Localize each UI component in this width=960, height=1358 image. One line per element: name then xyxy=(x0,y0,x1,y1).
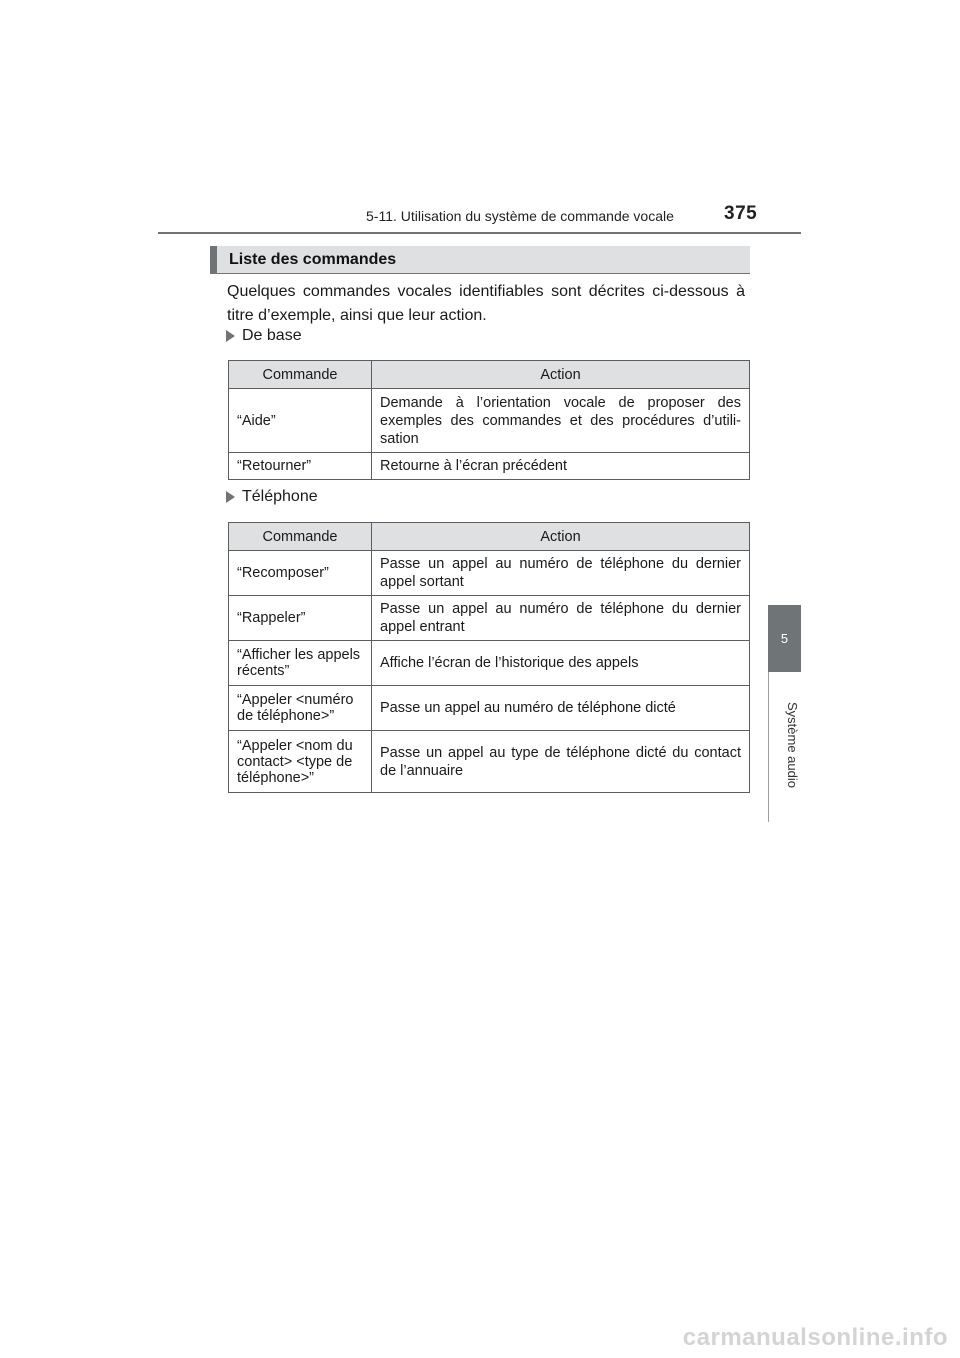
intro-paragraph: Quelques commandes vocales identifiables sont décrites ci-dessous à titre d’exemple, ainsi que leur action. xyxy=(227,283,745,324)
action-cell: Affiche l’écran de l’historique des appels xyxy=(372,641,750,686)
table-row xyxy=(229,731,750,793)
command-cell: “Aide” xyxy=(229,389,372,453)
triangle-bullet-icon xyxy=(226,330,235,342)
column-header-command: Commande xyxy=(229,361,372,389)
command-cell: “Appeler <nom du contact> <type de téléphone>” xyxy=(229,731,372,793)
subsection-phone xyxy=(226,488,318,506)
action-cell: Demande à l’orientation vocale de proposer des exemples des commandes et des procédures d’utili-sation xyxy=(372,389,750,453)
table-row xyxy=(229,596,750,641)
command-cell: “Recomposer” xyxy=(229,551,372,596)
command-cell: “Appeler <numéro de téléphone>” xyxy=(229,686,372,731)
table-row xyxy=(229,453,750,480)
action-cell: Retourne à l’écran précédent xyxy=(372,453,750,480)
command-cell: “Afficher les appels récents” xyxy=(229,641,372,686)
chapter-tab-divider xyxy=(768,672,769,822)
table-header-row xyxy=(229,361,750,389)
action-cell: Passe un appel au numéro de téléphone dicté xyxy=(372,686,750,731)
table-row xyxy=(229,389,750,453)
section-heading-underline xyxy=(210,273,750,274)
section-heading: Liste des commandes xyxy=(210,246,750,273)
command-cell: “Rappeler” xyxy=(229,596,372,641)
chapter-number: 5 xyxy=(780,631,789,646)
action-cell: Passe un appel au type de téléphone dicté du contact de l’annuaire xyxy=(372,731,750,793)
table-row xyxy=(229,551,750,596)
action-cell: Passe un appel au numéro de téléphone du dernier appel entrant xyxy=(372,596,750,641)
command-cell: “Retourner” xyxy=(229,453,372,480)
table-row xyxy=(229,641,750,686)
basic-commands-table xyxy=(228,360,750,480)
page-number: 375 xyxy=(724,203,758,224)
watermark-footer: carmanualsonline.info xyxy=(682,1324,948,1351)
header-divider xyxy=(158,232,801,234)
subsection-basic xyxy=(226,327,302,345)
running-header-section: 5-11. Utilisation du système de commande vocale xyxy=(366,208,674,224)
chapter-tab xyxy=(768,605,801,672)
triangle-bullet-icon xyxy=(226,491,235,503)
table-row xyxy=(229,686,750,731)
column-header-action: Action xyxy=(372,523,750,551)
column-header-action: Action xyxy=(372,361,750,389)
column-header-command: Commande xyxy=(229,523,372,551)
subsection-phone-title: Téléphone xyxy=(242,488,318,505)
table-header-row xyxy=(229,523,750,551)
phone-commands-table xyxy=(228,522,750,793)
action-cell: Passe un appel au numéro de téléphone du dernier appel sortant xyxy=(372,551,750,596)
chapter-label: Système audio xyxy=(785,702,800,788)
subsection-basic-title: De base xyxy=(242,327,302,344)
